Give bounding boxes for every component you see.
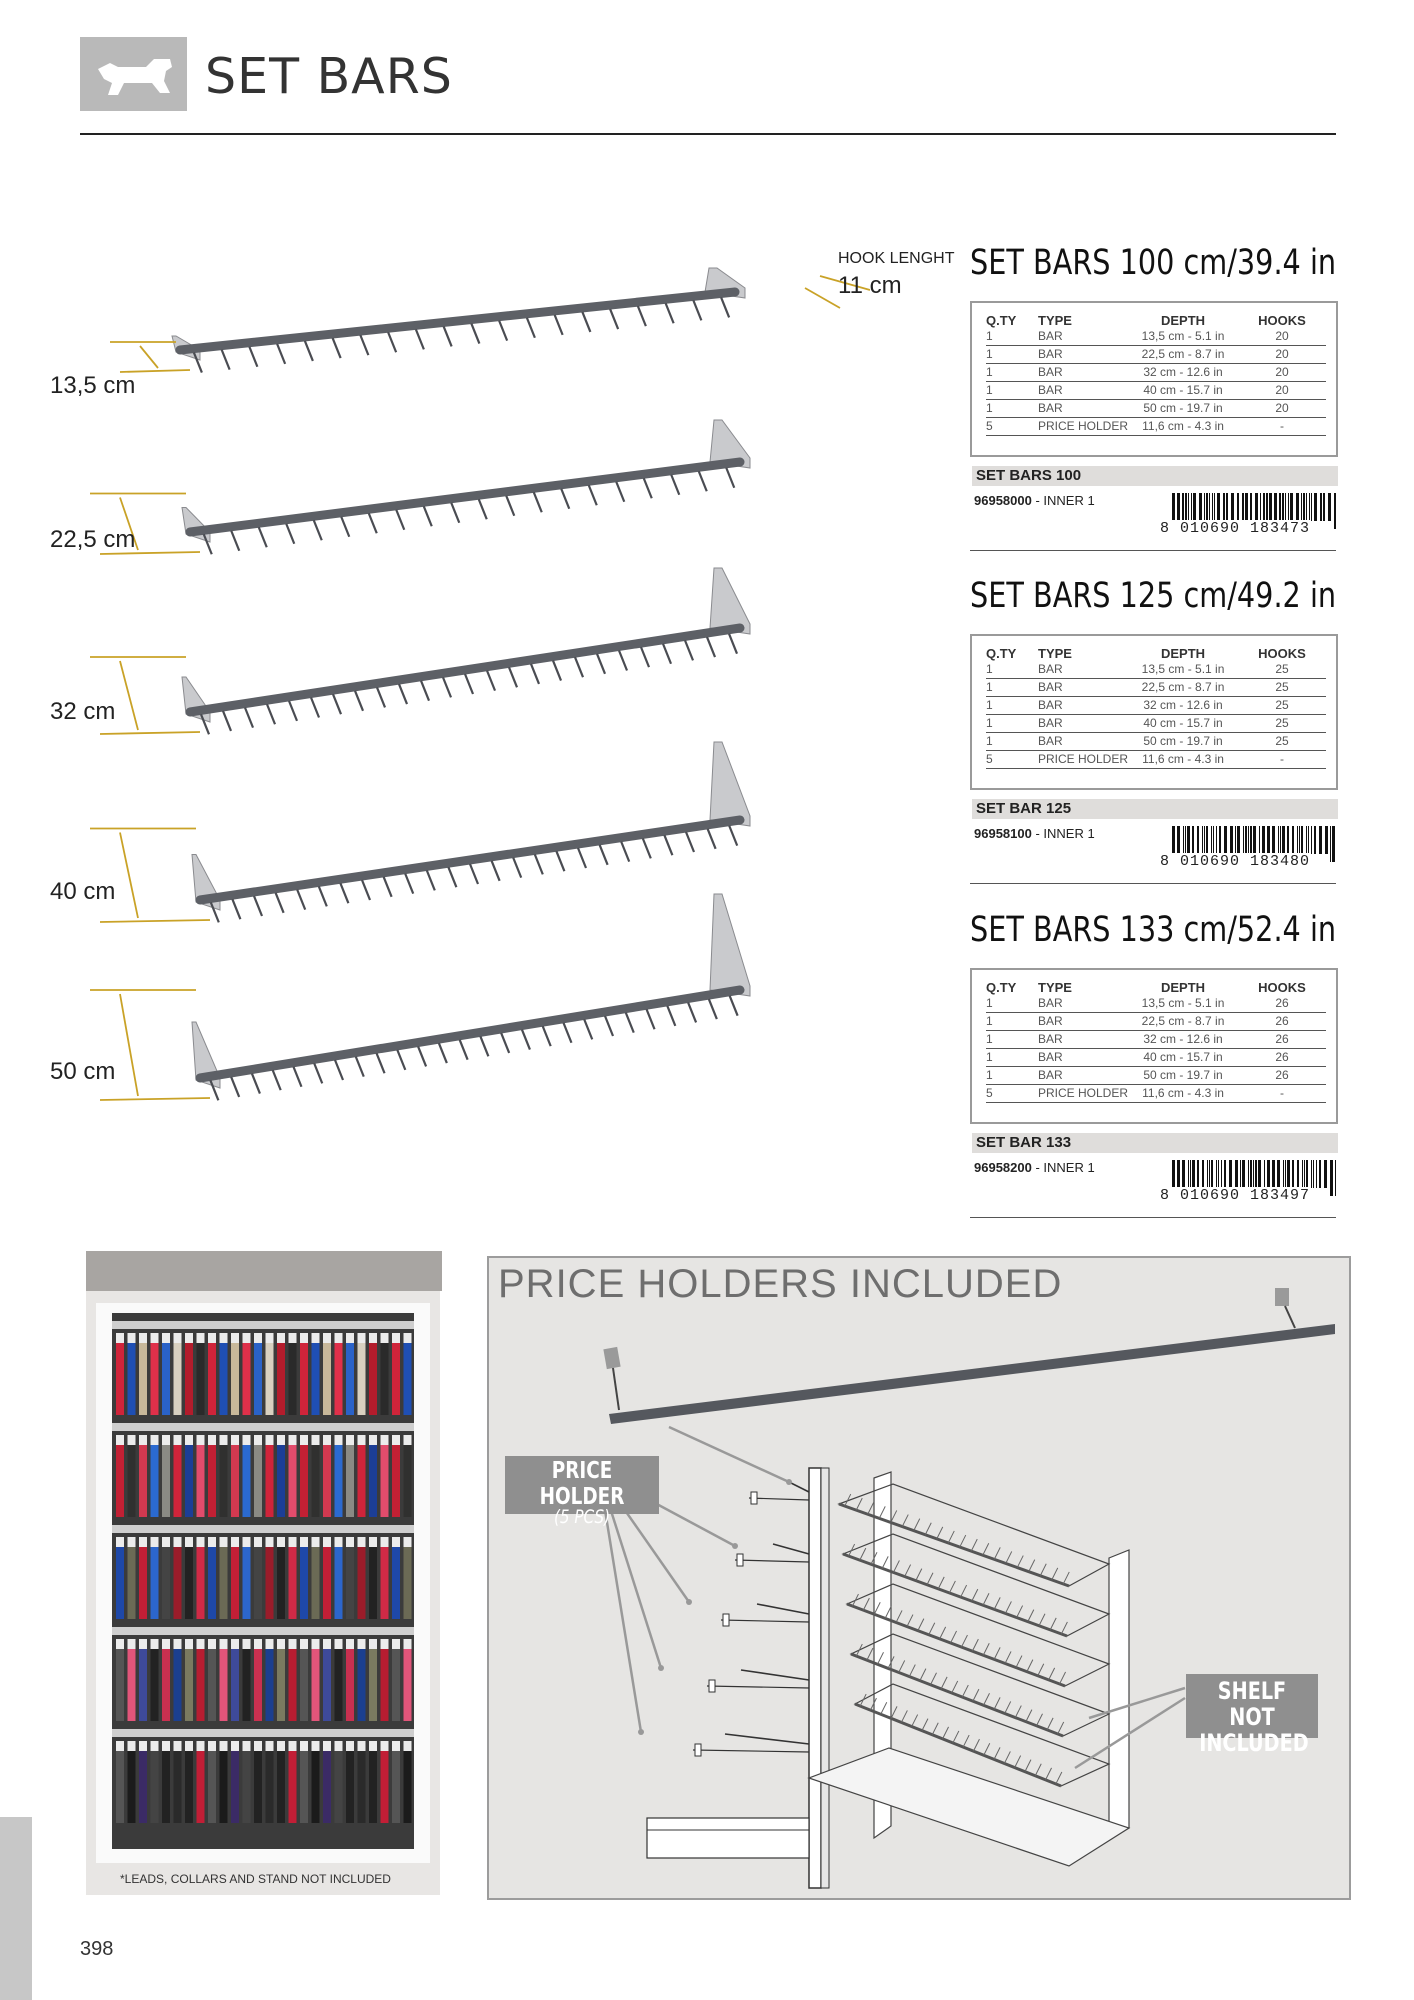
price-holder-tag-qty: (5 PCS) [553, 1506, 611, 1528]
side-tab [0, 1817, 32, 2000]
product-title: SET BARS 100 cm/39.4 in [970, 243, 1337, 283]
spec-table [986, 311, 1326, 436]
col-depth: DEPTH [1161, 980, 1206, 995]
cell-depth: 13,5 cm - 5.1 in [1128, 661, 1238, 679]
depth-label-13-5: 13,5 cm [50, 372, 136, 399]
depth-label-22-5: 22,5 cm [50, 526, 136, 553]
depth-label-40: 40 cm [50, 878, 116, 905]
barcode-number: 8 010690 183497 [1160, 1187, 1311, 1204]
barcode-number: 8 010690 183480 [1160, 853, 1311, 870]
table-row [986, 1049, 1326, 1067]
col-depth: DEPTH [1161, 313, 1206, 328]
col-hooks: HOOKS [1258, 646, 1306, 661]
product-code: 96958100 [974, 826, 1032, 841]
cell-qty: 1 [986, 1013, 1038, 1031]
cell-type: BAR [1038, 697, 1128, 715]
shelf-not-included-tag [1186, 1674, 1318, 1757]
depth-label-32: 32 cm [50, 698, 116, 725]
cell-type: BAR [1038, 328, 1128, 346]
table-row [986, 382, 1326, 400]
cell-qty: 1 [986, 382, 1038, 400]
depth-label-50: 50 cm [50, 1058, 116, 1085]
cell-hooks: 20 [1238, 364, 1326, 382]
cell-hooks: 25 [1238, 679, 1326, 697]
cell-qty: 1 [986, 679, 1038, 697]
cell-type: BAR [1038, 364, 1128, 382]
hook-length-value: 11 cm [838, 272, 902, 299]
table-row [986, 364, 1326, 382]
cell-type: BAR [1038, 400, 1128, 418]
barcode-number: 8 010690 183473 [1160, 520, 1311, 537]
table-row [986, 1085, 1326, 1103]
cell-depth: 40 cm - 15.7 in [1128, 715, 1238, 733]
spec-table-box [970, 968, 1338, 1124]
cell-qty: 1 [986, 400, 1038, 418]
table-row [986, 995, 1326, 1013]
product-code-line [974, 493, 1095, 508]
cell-qty: 5 [986, 751, 1038, 769]
cell-hooks: 26 [1238, 1013, 1326, 1031]
price-holder-tag-label: PRICE HOLDER [539, 1458, 625, 1510]
cell-qty: 1 [986, 661, 1038, 679]
cell-qty: 5 [986, 1085, 1038, 1103]
table-row [986, 697, 1326, 715]
product-name-band: SET BAR 133 [972, 1133, 1338, 1153]
product-inner: - INNER 1 [1035, 826, 1095, 841]
product-title: SET BARS 125 cm/49.2 in [970, 576, 1337, 616]
cell-type: BAR [1038, 715, 1128, 733]
spec-table-box [970, 301, 1338, 457]
col-qty: Q.TY [986, 313, 1017, 328]
cell-qty: 1 [986, 697, 1038, 715]
header-divider [80, 133, 1336, 135]
page-title: SET BARS [205, 48, 453, 105]
set-bars-illustration [40, 240, 980, 1150]
cell-hooks: 26 [1238, 1049, 1326, 1067]
cell-qty: 1 [986, 328, 1038, 346]
hook-length-label: HOOK LENGHT [838, 250, 955, 267]
cell-hooks: 26 [1238, 995, 1326, 1013]
cell-hooks: 26 [1238, 1031, 1326, 1049]
product-inner: - INNER 1 [1035, 1160, 1095, 1175]
photo-note: *LEADS, COLLARS AND STAND NOT INCLUDED [120, 1872, 391, 1886]
cell-hooks: - [1238, 418, 1326, 436]
cell-hooks: 25 [1238, 661, 1326, 679]
product-code: 96958000 [974, 493, 1032, 508]
table-row [986, 751, 1326, 769]
cell-depth: 50 cm - 19.7 in [1128, 400, 1238, 418]
shelf-tag-line2: INCLUDED [1199, 1729, 1309, 1757]
product-name-band: SET BARS 100 [972, 466, 1338, 486]
page-number: 398 [80, 1938, 114, 1960]
cell-hooks: - [1238, 751, 1326, 769]
table-row [986, 679, 1326, 697]
cell-qty: 1 [986, 346, 1038, 364]
col-type: TYPE [1038, 646, 1072, 661]
table-row [986, 715, 1326, 733]
brand-logo [80, 37, 187, 111]
cell-type: BAR [1038, 346, 1128, 364]
spec-table-box [970, 634, 1338, 790]
cell-hooks: 20 [1238, 346, 1326, 364]
table-row [986, 733, 1326, 751]
cell-depth: 32 cm - 12.6 in [1128, 1031, 1238, 1049]
cell-type: BAR [1038, 733, 1128, 751]
spec-table [986, 644, 1326, 769]
product-name-band: SET BAR 125 [972, 799, 1338, 819]
cell-qty: 1 [986, 1031, 1038, 1049]
cell-hooks: 25 [1238, 697, 1326, 715]
cell-type: PRICE HOLDER [1038, 418, 1128, 436]
product-code: 96958200 [974, 1160, 1032, 1175]
block-divider [970, 550, 1336, 551]
table-row [986, 328, 1326, 346]
cell-depth: 22,5 cm - 8.7 in [1128, 679, 1238, 697]
product-code-line [974, 826, 1095, 841]
cell-hooks: 20 [1238, 382, 1326, 400]
cell-type: BAR [1038, 1013, 1128, 1031]
cell-depth: 11,6 cm - 4.3 in [1128, 1085, 1238, 1103]
cell-depth: 22,5 cm - 8.7 in [1128, 1013, 1238, 1031]
cell-depth: 13,5 cm - 5.1 in [1128, 995, 1238, 1013]
table-row [986, 1013, 1326, 1031]
price-holders-title: PRICE HOLDERS INCLUDED [498, 1262, 1063, 1306]
display-stand-photo [86, 1291, 440, 1895]
col-hooks: HOOKS [1258, 980, 1306, 995]
cell-qty: 1 [986, 995, 1038, 1013]
col-qty: Q.TY [986, 980, 1017, 995]
product-inner: - INNER 1 [1035, 493, 1095, 508]
spec-table [986, 978, 1326, 1103]
cell-depth: 40 cm - 15.7 in [1128, 382, 1238, 400]
cell-depth: 11,6 cm - 4.3 in [1128, 418, 1238, 436]
cell-type: BAR [1038, 661, 1128, 679]
cell-hooks: 26 [1238, 1067, 1326, 1085]
cell-hooks: 25 [1238, 715, 1326, 733]
col-type: TYPE [1038, 313, 1072, 328]
price-holder-tag [505, 1456, 659, 1528]
product-code-line [974, 1160, 1095, 1175]
cell-type: BAR [1038, 995, 1128, 1013]
cell-qty: 1 [986, 733, 1038, 751]
cell-depth: 50 cm - 19.7 in [1128, 1067, 1238, 1085]
block-divider [970, 1217, 1336, 1218]
cell-hooks: 25 [1238, 733, 1326, 751]
cell-qty: 1 [986, 1067, 1038, 1085]
cell-qty: 1 [986, 715, 1038, 733]
cell-type: BAR [1038, 679, 1128, 697]
cell-type: BAR [1038, 1049, 1128, 1067]
cell-depth: 40 cm - 15.7 in [1128, 1049, 1238, 1067]
table-row [986, 400, 1326, 418]
table-row [986, 346, 1326, 364]
cell-type: PRICE HOLDER [1038, 1085, 1128, 1103]
col-type: TYPE [1038, 980, 1072, 995]
table-row [986, 1067, 1326, 1085]
cell-depth: 50 cm - 19.7 in [1128, 733, 1238, 751]
cell-qty: 5 [986, 418, 1038, 436]
dog-logo-icon [80, 37, 187, 111]
photo-header-band [86, 1251, 442, 1291]
cell-hooks: 20 [1238, 328, 1326, 346]
cell-type: BAR [1038, 382, 1128, 400]
cell-qty: 1 [986, 1049, 1038, 1067]
cell-depth: 22,5 cm - 8.7 in [1128, 346, 1238, 364]
shelf-tag-line1: SHELF NOT [1217, 1677, 1287, 1731]
col-depth: DEPTH [1161, 646, 1206, 661]
leads-display-image [86, 1291, 440, 1895]
cell-qty: 1 [986, 364, 1038, 382]
table-row [986, 661, 1326, 679]
cell-depth: 13,5 cm - 5.1 in [1128, 328, 1238, 346]
table-row [986, 418, 1326, 436]
col-hooks: HOOKS [1258, 313, 1306, 328]
product-title: SET BARS 133 cm/52.4 in [970, 910, 1337, 950]
cell-hooks: - [1238, 1085, 1326, 1103]
col-qty: Q.TY [986, 646, 1017, 661]
block-divider [970, 883, 1336, 884]
cell-type: BAR [1038, 1067, 1128, 1085]
cell-depth: 11,6 cm - 4.3 in [1128, 751, 1238, 769]
cell-depth: 32 cm - 12.6 in [1128, 697, 1238, 715]
cell-type: BAR [1038, 1031, 1128, 1049]
cell-hooks: 20 [1238, 400, 1326, 418]
cell-depth: 32 cm - 12.6 in [1128, 364, 1238, 382]
price-holder-diagram [489, 1258, 1347, 1896]
table-row [986, 1031, 1326, 1049]
cell-type: PRICE HOLDER [1038, 751, 1128, 769]
